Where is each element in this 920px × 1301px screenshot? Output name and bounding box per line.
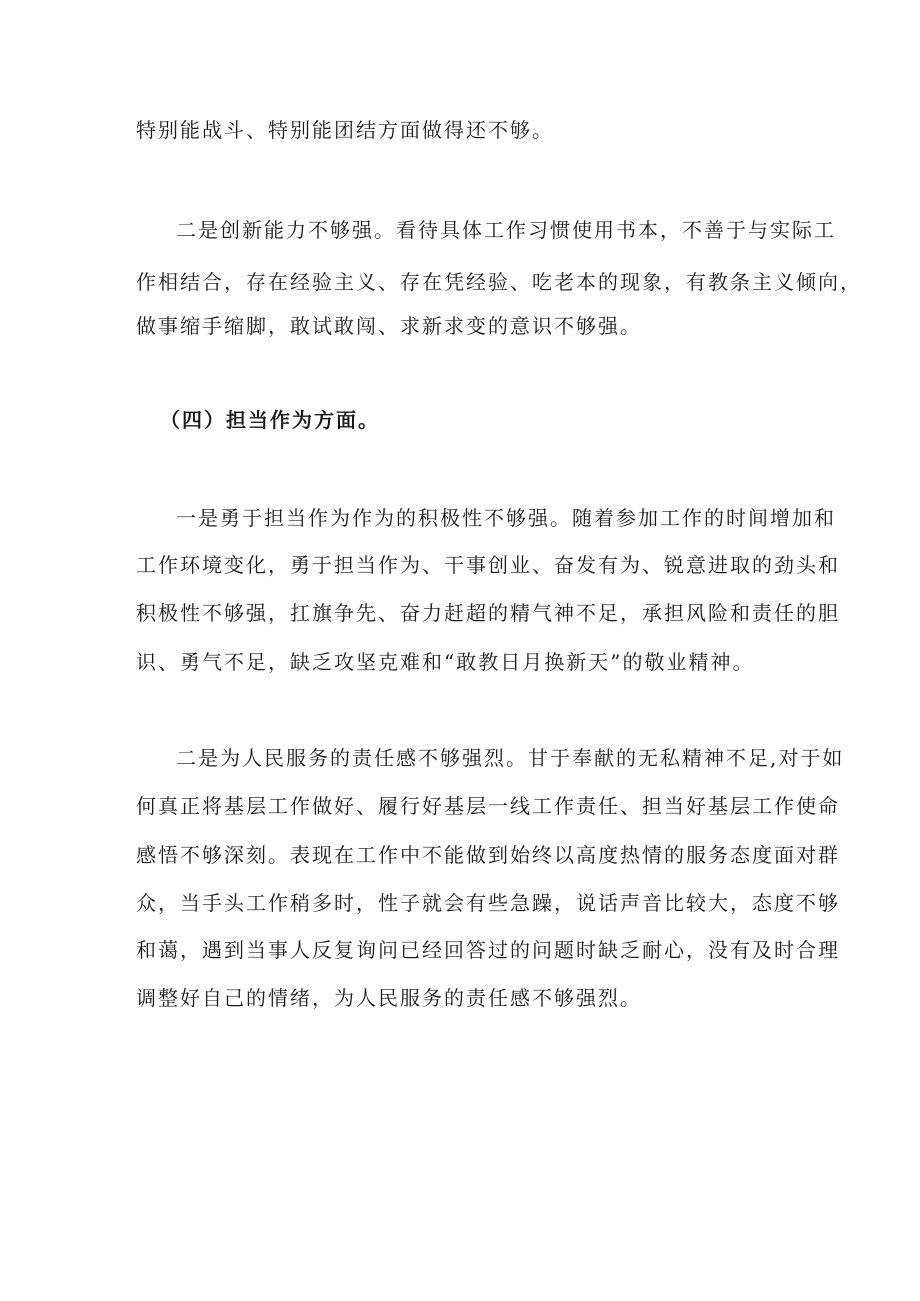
paragraph-line: 二是创新能力不够强。看待具体工作习惯使用书本，不善于与实际工 bbox=[176, 218, 836, 242]
paragraph-line: 工作环境变化，勇于担当作为、干事创业、奋发有为、锐意进取的劲头和 bbox=[136, 553, 840, 577]
paragraph-line: 调整好自己的情绪，为人民服务的责任感不够强烈。 bbox=[136, 986, 642, 1010]
paragraph-line: 特别能战斗、特别能团结方面做得还不够。 bbox=[136, 118, 554, 142]
paragraph-line: 识、勇气不足，缺乏攻坚克难和“敢教日月换新天”的敬业精神。 bbox=[136, 650, 755, 674]
paragraph-line: 何真正将基层工作做好、履行好基层一线工作责任、担当好基层工作使命 bbox=[136, 794, 840, 818]
paragraph-line: 一是勇于担当作为作为的积极性不够强。随着参加工作的时间增加和 bbox=[176, 506, 836, 530]
section-heading: （四）担当作为方面。 bbox=[160, 408, 380, 432]
paragraph-line: 众，当手头工作稍多时，性子就会有些急躁，说话声音比较大，态度不够 bbox=[136, 891, 840, 915]
paragraph-line: 作相结合，存在经验主义、存在凭经验、吃老本的现象，有教条主义倾向， bbox=[136, 270, 862, 294]
paragraph-line: 和蔼，遇到当事人反复询问已经回答过的问题时缺乏耐心，没有及时合理 bbox=[136, 938, 840, 962]
paragraph-line: 感悟不够深刻。表现在工作中不能做到始终以高度热情的服务态度面对群 bbox=[136, 843, 840, 867]
paragraph-line: 做事缩手缩脚，敢试敢闯、求新求变的意识不够强。 bbox=[136, 314, 642, 338]
paragraph-line: 二是为人民服务的责任感不够强烈。甘于奉献的无私精神不足,对于如 bbox=[176, 746, 845, 770]
paragraph-line: 积极性不够强，扛旗争先、奋力赶超的精气神不足，承担风险和责任的胆 bbox=[136, 601, 840, 625]
